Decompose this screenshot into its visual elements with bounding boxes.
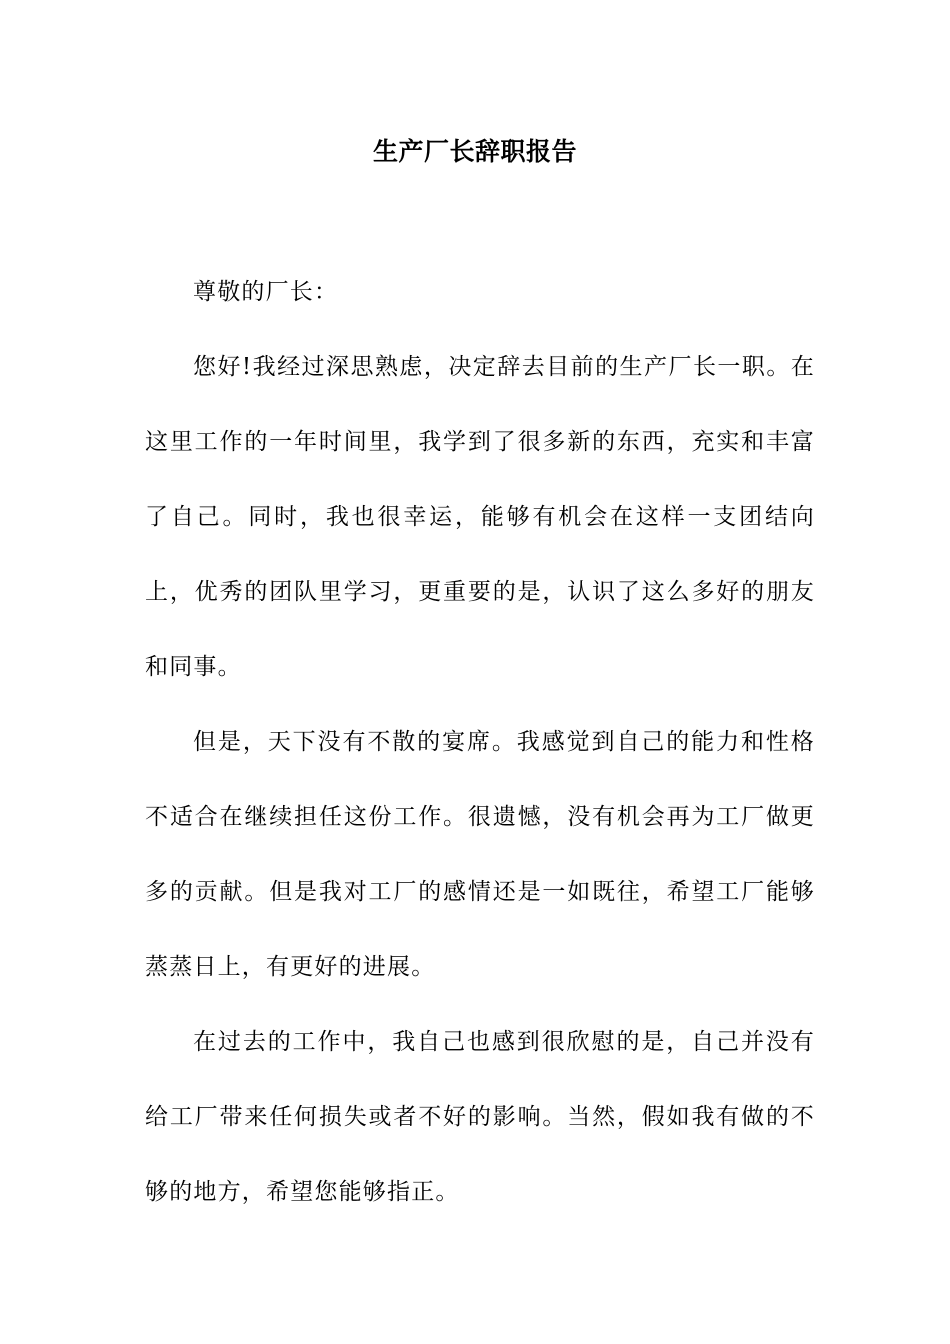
paragraph-3: 在过去的工作中，我自己也感到很欣慰的是，自己并没有给工厂带来任何损失或者不好的影响。当然，假如我有做的不够的地方，希望您能够指正。 (145, 1029, 815, 1205)
document-title: 生产厂长辞职报告 (372, 137, 577, 166)
document-body (145, 255, 815, 1230)
paragraph-2: 但是，天下没有不散的宴席。我感觉到自己的能力和性格不适合在继续担任这份工作。很遗憾，没有机会再为工厂做更多的贡献。但是我对工厂的感情还是一如既往，希望工厂能够蒸蒸日上，有更好的进展。 (145, 729, 815, 980)
paragraph-1: 您好!我经过深思熟虑，决定辞去目前的生产厂长一职。在这里工作的一年时间里，我学到了很多新的东西，充实和丰富了自己。同时，我也很幸运，能够有机会在这样一支团结向上，优秀的团队里学习，更重要的是，认识了这么多好的朋友和同事。 (145, 354, 815, 680)
salutation: 尊敬的厂长： (193, 279, 339, 305)
